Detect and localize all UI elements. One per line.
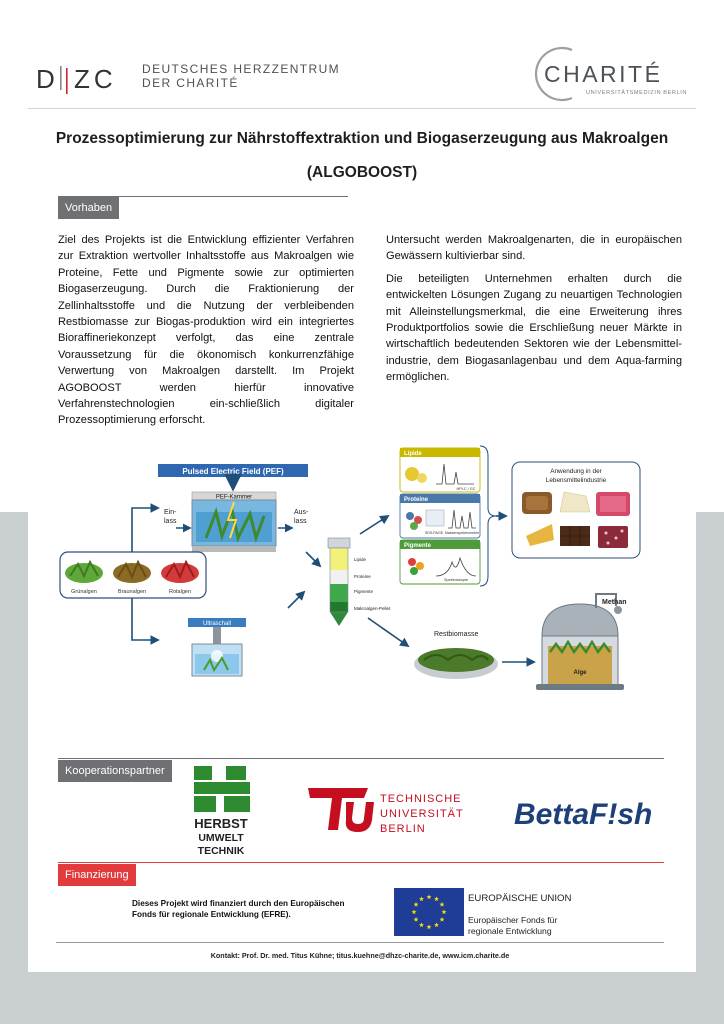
vorhaben-right-p1: Untersucht werden Makroalgenarten, die in europäischen Gewässern kultivierbar sind. xyxy=(386,234,682,263)
flow-pef-to-tube xyxy=(306,552,320,566)
section-tab-vorhaben: Vorhaben xyxy=(58,197,119,219)
tu-line-1: TECHNISCHE xyxy=(380,793,462,805)
residual-biomass-dish xyxy=(414,648,498,679)
algae-label-2: Braunalgen xyxy=(117,589,147,595)
dhzc-name xyxy=(142,62,340,90)
residual-label: Restbiomasse xyxy=(434,631,479,638)
bettafish-logo xyxy=(512,790,652,834)
product-pigmente-method: Spektroskopie xyxy=(443,578,469,582)
svg-text:D: D xyxy=(36,64,59,94)
footer-rule xyxy=(56,942,664,943)
herbst-line-1: HERBST xyxy=(194,816,248,831)
tube-layer-proteine: Proteine xyxy=(354,574,371,579)
algae-label-1: Grünalgen xyxy=(71,589,97,595)
ultrasound-label: Ultraschall xyxy=(202,621,232,627)
vorhaben-text-left: Ziel des Projekts ist die Entwicklung effizienter Verfahren zur Extraktion wertvoller Inhaltsstoffe aus Makroalgen wie Proteine, Fette und Pigmente sowie zur optimierten Biogaserzeugung. Durch die Fraktionierung der Zellinhaltsstoffe und die Nutzung der verbleibenden Restbiomasse zur Biogas-produktion wird ein integriertes Bioraffineriekonzept verfolgt, das eine zentrale Voraussetzung für die ökonomisch konkurrenzfähige Verwertung von Makroalgen darstellt. Im Projekt AGOBOOST werden hierfür innovative Verfahrenstechnologien ein-schließlich digitaler Prozessoptimierung erforscht. xyxy=(58,234,354,427)
tube-layer-pellet: Makroalgen-Pellet xyxy=(354,606,391,611)
digester-label: Alge xyxy=(573,670,587,676)
tu-line-2: UNIVERSITÄT xyxy=(380,808,464,820)
products-brace xyxy=(480,446,496,586)
product-card-lipide xyxy=(400,448,480,492)
pef-inlet-1: Ein- xyxy=(164,509,177,516)
section-tab-kooperation: Kooperationspartner xyxy=(58,760,172,782)
dhzc-name-line2: DER CHARITÉ xyxy=(142,76,239,90)
header-rule xyxy=(28,108,696,109)
vorhaben-text-right xyxy=(386,232,682,392)
flow-to-ultrasound xyxy=(132,598,158,640)
food-box-title-1: Anwendung in der xyxy=(550,468,602,475)
pef-chamber-label: PEF-Kammer xyxy=(215,494,253,501)
eu-fund-line2: regionale Entwicklung xyxy=(468,926,552,936)
tu-line-3: BERLIN xyxy=(380,823,426,835)
dhzc-name-line1: DEUTSCHES HERZZENTRUM xyxy=(142,62,341,76)
product-lipide-title: Lipide xyxy=(404,451,422,457)
product-proteine-method-a: SDS-PAGE xyxy=(424,531,444,535)
algae-label-3: Rotalgen xyxy=(168,589,192,595)
flow-to-pef xyxy=(132,508,158,552)
section-tab-finanzierung: Finanzierung xyxy=(58,864,136,886)
section-line-vorhaben xyxy=(58,196,348,197)
biogas-digester xyxy=(536,594,624,690)
flow-us-to-tube xyxy=(288,592,304,608)
eu-fund-line1: Europäischer Fonds für xyxy=(468,915,558,925)
centrifuge-tube xyxy=(328,538,350,626)
charite-sub: UNIVERSITÄTSMEDIZIN BERLIN xyxy=(586,90,688,96)
pef-chamber xyxy=(192,492,276,552)
svg-text:ZC: ZC xyxy=(74,64,117,94)
charite-logo xyxy=(528,44,698,104)
tu-berlin-logo xyxy=(306,784,466,840)
pef-inlet-2: lass xyxy=(164,518,177,525)
tube-layer-lipide: Lipide xyxy=(354,557,367,562)
poster-subtitle: (ALGOBOOST) xyxy=(306,164,418,181)
pef-outlet-1: Aus- xyxy=(294,509,309,516)
herbst-line-2: UMWELT xyxy=(198,832,244,844)
flow-tube-to-products xyxy=(360,516,388,534)
algae-images xyxy=(65,562,199,583)
dhzc-logo xyxy=(34,60,142,96)
process-diagram xyxy=(56,440,676,752)
section-line-finanzierung xyxy=(58,862,664,863)
product-card-proteine xyxy=(400,494,480,538)
ultrasound-device xyxy=(188,618,246,676)
section-line-kooperation xyxy=(58,758,664,759)
product-lipide-method: HPLC / GC xyxy=(456,487,476,491)
flow-tube-to-residual xyxy=(368,618,408,646)
methane-label: Methan xyxy=(602,599,627,606)
product-proteine-method-b: Massenspektrometrie xyxy=(444,531,480,535)
poster-title: Prozessoptimierung zur Nährstoffextraktion und Biogaserzeugung aus Makroalgen xyxy=(55,130,669,147)
footer-contact: Kontakt: Prof. Dr. med. Titus Kühne; titus.kuehne@dhzc-charite.de, www.icm.charite.de xyxy=(210,951,510,960)
pef-title: Pulsed Electric Field (PEF) xyxy=(182,467,284,476)
product-proteine-title: Proteine xyxy=(404,497,429,503)
herbst-line-3: TECHNIK xyxy=(197,845,245,857)
food-application-box xyxy=(512,462,640,558)
herbst-umwelttechnik-logo xyxy=(186,764,256,858)
bettafish-text: BettaF!sh xyxy=(514,798,652,831)
vorhaben-right-p2: Die beteiligten Unternehmen erhalten durch die entwickelten Lösungen Zugang zu neuartigen Technologien mit Alleinstellungsmerkmal, die eine Erweiterung ihres Produktportfolios sowie die Erschließung neuer Märkte in wirtschaftlich bedeutenden Sektoren wie der Lebensmittel-industrie, dem Biogasanlagenbau und dem Aqua-farming ermöglichen. xyxy=(386,272,682,384)
product-pigmente-title: Pigmente xyxy=(404,543,432,549)
funding-text xyxy=(132,898,372,920)
eu-title: EUROPÄISCHE UNION xyxy=(468,893,572,904)
funding-text-line1: Dieses Projekt wird finanziert durch den Europäischen xyxy=(132,899,345,908)
charite-name: CHARITÉ xyxy=(544,61,663,87)
product-card-pigmente xyxy=(400,540,480,584)
food-box-title-2: Lebensmittelindustrie xyxy=(545,477,607,484)
pef-outlet-2: lass xyxy=(294,518,307,525)
funding-text-line2: Fonds für regionale Entwicklung (EFRE). xyxy=(132,910,291,919)
tube-layer-pigmente: Pigmente xyxy=(354,589,374,594)
